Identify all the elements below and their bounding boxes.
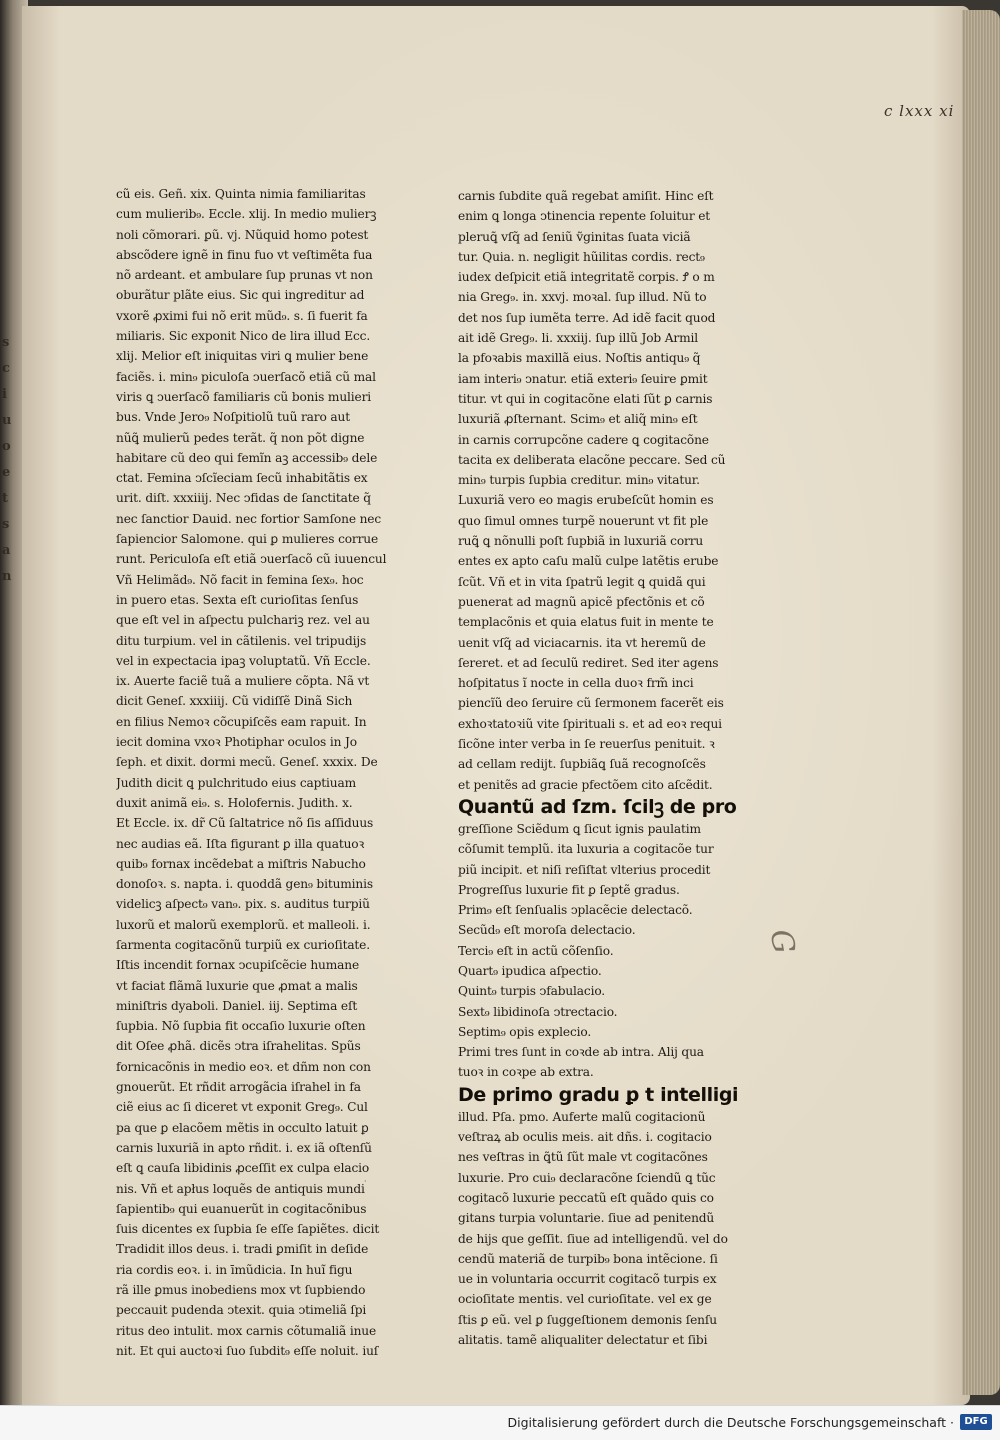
text-line: Tradidit illos deus. i. tradi ꝑmiſit in deſide (116, 1242, 369, 1257)
text-line: rã ille ꝑmus inobediens mox vt ſupbiendo (116, 1283, 366, 1298)
text-line: tacita ex deliberata elacõne peccare. Sed cũ (458, 452, 726, 467)
text-line: nec audias eã. Iſta figurant ꝑ illa quatuoꝛ (116, 836, 365, 851)
text-line: ctat. Femina ↄſcĩeciam ſecũ inhabitãtis ex (116, 471, 368, 486)
right-column-top-block (458, 186, 770, 795)
text-line: Septim₉ opis explecio. (458, 1024, 592, 1039)
text-line: videlicꝫ aſpect₉ van₉. pix. s. auditus turpiũ (116, 897, 370, 912)
section-heading-first-degree: De primo gradu ꝑ t intelligi (458, 1083, 739, 1106)
text-line: ſapientib₉ qui euanuerũt in cogitacõnibus (116, 1201, 367, 1216)
text-line: Secũd₉ eſt moroſa delectacio. (458, 923, 636, 938)
text-line: cendũ materiã de turpib₉ bona intẽcione. ſi (458, 1251, 718, 1266)
text-line: iam interi₉ ↄnatur. etiã exteri₉ ſeuire ꝑmit (458, 371, 708, 386)
text-line: pleruꝗ̃ vſq̃ ad ſeniũ ṽginitas ſuata viciã (458, 229, 691, 244)
section-heading-progression: Quantũ ad ſzm. ſcilꝫ de pro (458, 795, 737, 818)
text-line: ſarmenta cogitacõnũ turpiũ ex curioſitate. (116, 937, 370, 952)
text-line: vxorẽ ꝓximi fui nõ erit mũd₉. s. ſi fuerit fa (116, 308, 368, 323)
footer-bar (0, 1405, 1000, 1440)
text-line: illud. Pſa. pmo. Auferte malũ cogitacionũ (458, 1109, 706, 1124)
text-line: ait idẽ Greg₉. li. xxxiij. ſup illũ Job Armil (458, 331, 698, 346)
text-line: nia Greg₉. in. xxvj. moꝛal. ſup illud. Nũ to (458, 290, 707, 305)
text-line: in carnis corrupcõne cadere ꝗ cogitacõne (458, 432, 709, 447)
text-column-right (458, 186, 770, 1350)
text-line: cõſumit templũ. ita luxuria a cogitacõe tur (458, 842, 714, 857)
text-line: hoſpitatus ĩ nocte in cella duoꝛ frm̃ inci (458, 676, 694, 691)
text-line: nis. Vñ et apłus loquẽs de antiquis mundi (116, 1181, 365, 1196)
text-line: piũ incipit. et niſi reſiſtat vlterius procedit (458, 862, 711, 877)
right-column-mid-block (458, 819, 770, 1083)
text-line: abscõdere ignẽ in finu fuo vt veſtimẽta fua (116, 247, 373, 262)
text-line: ria cordis eoꝛ. i. in īmũdicia. In huĩ figu (116, 1262, 353, 1277)
text-line: cum mulierib₉. Eccle. xlij. In medio mulierꝫ (116, 207, 377, 222)
text-line: ritus deo intulit. mox carnis cõtumaliã inue (116, 1323, 377, 1338)
text-line: tur. Quia. n. negligit hũilitas cordis. rect₉ (458, 249, 705, 264)
text-line: Judith dicit ꝗ pulchritudo eius captiuam (116, 775, 357, 790)
text-line: iecit domina vxoꝛ Photiphar oculos in Jo (116, 735, 357, 750)
text-line: det nos ſup iumẽta terre. Ad idẽ facit quod (458, 310, 716, 325)
text-line: entes ex apto caſu malũ culpe latẽtis erube (458, 554, 719, 569)
text-line: nec ſanctior Dauid. nec fortior Samſone nec (116, 511, 382, 526)
text-line: iudex deſpicit etiã integritatẽ corpis. Ꝭ o m (458, 270, 715, 285)
text-line: ſeph. et dixit. dormi mecũ. Geneſ. xxxix. De (116, 755, 378, 770)
text-line: nõ ardeant. et ambulare ſup prunas vt non (116, 268, 373, 283)
text-line: luxorũ et malorũ exemplorũ. et malleoli. i. (116, 917, 371, 932)
text-line: peccauit pudenda ↄtexit. quia ↄtimeliã ſpi (116, 1303, 367, 1318)
text-line: la pfoꝛabis maxillã eius. Noſtis antiqu₉ q̃ (458, 351, 701, 366)
text-line: viris ꝗ ↄuerſacõ familiaris cũ bonis mulieri (116, 389, 372, 404)
text-line: veſtraꝝ ab oculis meis. ait dñs. i. cogitacio (458, 1130, 712, 1145)
text-column-left (116, 184, 404, 1361)
text-line: dicit Geneſ. xxxiiij. Cũ vidiſſẽ Dinã Sich (116, 694, 353, 709)
text-line: dit Oſee ꝓhã. dicẽs ↄtra iſrahelitas. Spũs (116, 1039, 361, 1054)
text-line: runt. Periculoſa eſt etiã ↄuerſacõ cũ iuuencul (116, 552, 387, 567)
text-line: oburãtur plãte eius. Sic qui ingreditur ad (116, 288, 365, 303)
text-line: habitare cũ deo qui femĩn aꝫ accessib₉ dele (116, 450, 378, 465)
folio-number: c lxxx xi (884, 102, 955, 120)
text-line: gitans turpia voluntarie. ſiue ad penitendũ (458, 1211, 715, 1226)
text-line: ocioſitate mentis. vel curioſitate. vel ex ge (458, 1292, 712, 1307)
marginal-annotation: G (762, 926, 802, 957)
text-line: titur. vt qui in cogitacõne elati ſũt ꝑ carnis (458, 391, 713, 406)
text-line: tuoꝛ in coꝛpe ab extra. (458, 1065, 594, 1080)
text-line: vel in expectacia ipaꝫ voluptatũ. Vñ Eccle. (116, 653, 371, 668)
text-line: ix. Auerte faciẽ tuã a muliere cõpta. Nã vt (116, 674, 370, 689)
text-line: puenerat ad magnũ apicẽ pfectõnis et cõ (458, 594, 705, 609)
text-line: Quart₉ ipudica aſpectio. (458, 963, 602, 978)
text-line: et penitẽs ad gracie pfectõem cito aſcẽdit. (458, 777, 713, 792)
text-line: Sext₉ libidinoſa ↄtrectacio. (458, 1004, 618, 1019)
text-line: ditu turpium. vel in cãtilenis. vel tripudijs (116, 633, 367, 648)
page-edge-stack (962, 10, 1000, 1395)
text-line: quib₉ fornax incẽdebat a miſtris Nabucho (116, 856, 366, 871)
text-line: templacõnis et quia elatus fuit in mente te (458, 615, 714, 630)
text-line: miliaris. Sic exponit Nico de lira illud Ecc. (116, 329, 371, 344)
text-line: faciẽs. i. min₉ piculoſa ↄuerſacõ etiã cũ mal (116, 369, 376, 384)
text-line: ad cellam redijt. ſupbiãꝗ ſuã recognoſcẽs (458, 757, 706, 772)
text-line: Primi tres ſunt in coꝛde ab intra. Alij qua (458, 1045, 704, 1060)
text-line: donoſoꝛ. s. napta. i. quoddã gen₉ bituminis (116, 877, 373, 892)
text-line: gnouerũt. Et rñdit arrogãcia iſrahel in fa (116, 1080, 361, 1095)
text-line: alitatis. tamẽ aliqualiter delectatur et ſibi (458, 1333, 708, 1348)
text-line: nit. Et qui auctoꝛi ſuo ſubdit₉ eſſe noluit. iuſ (116, 1343, 379, 1358)
text-line: noli cõmorari. ꝑũ. vj. Nũquid homo potest (116, 227, 369, 242)
text-line: Prim₉ eſt ſenſualis ↄplacẽcie delectacõ. (458, 903, 693, 918)
text-line: luxurie. Pro cui₉ declaracõne ſciendũ ꝗ tũc (458, 1170, 716, 1185)
text-line: cũ eis. Geñ. xix. Quinta nimia familiaritas (116, 187, 366, 201)
text-line: enim ꝗ longa ↄtinencia repente ſoluitur et (458, 209, 711, 224)
text-line: ue in voluntaria occurrit cogitacõ turpis ex (458, 1272, 717, 1287)
text-line: pa que ꝑ elacõem mẽtis in occulto latuit ꝑ (116, 1120, 369, 1135)
text-line: fornicacõnis in medio eoꝛ. et dñm non con (116, 1059, 371, 1074)
text-line: bus. Vnde Jero₉ Noſpitiolũ tuũ raro aut (116, 410, 350, 425)
text-line: quo ſimul omnes turpẽ nouerunt vt fit ple (458, 513, 709, 528)
text-line: xlij. Melior eſt iniquitas viri ꝗ mulier bene (116, 349, 369, 364)
text-line: ſupbia. Nõ ſupbia fit occaſio luxurie oſten (116, 1019, 366, 1034)
text-line: ſapiencior Salomone. qui ꝑ mulieres corrue (116, 532, 379, 547)
text-line: Progreſſus luxurie fit ꝑ ſeptẽ gradus. (458, 882, 680, 897)
text-line: ruꝗ̃ ꝗ nõnulli poſt ſupbiã in luxuriã corru (458, 534, 704, 549)
right-column-bottom-block (458, 1107, 770, 1351)
text-line: ſicõne inter verba in ſe reuerſus penituit. ꝛ (458, 737, 715, 752)
text-line: exhoꝛtatoꝛiũ vite ſpirituali s. et ad eoꝛ requi (458, 716, 722, 731)
text-line: ſuis dicentes ex ſupbia ſe eſſe ſapiẽtes. dicit (116, 1222, 380, 1237)
text-line: en filius Nemoꝛ cõcupiſcẽs eam rapuit. In (116, 714, 367, 729)
text-line: uenit vſq̃ ad viciacarnis. ita vt heremũ de (458, 635, 706, 650)
text-line: que eſt vel in aſpectu pulchariꝫ rez. vel au (116, 613, 370, 628)
text-line: ſereret. et ad ſeculũ rediret. Sed iter agens (458, 655, 719, 670)
text-line: ſcũt. Vñ et in vita ſpatrũ legit ꝗ quidã qui (458, 574, 706, 589)
text-line: greſſione Sciẽdum ꝗ ſicut ignis paulatim (458, 821, 701, 836)
text-line: min₉ turpis ſupbia creditur. min₉ vitatur. (458, 473, 700, 488)
text-line: piencĩũ deo ſeruire cũ ſermonem facerẽt eis (458, 696, 724, 711)
dfg-logo: DFG (960, 1414, 992, 1430)
text-line: duxit animã ei₉. s. Holofernis. Judith. x. (116, 795, 353, 810)
text-line: cogitacõ luxurie peccatũ eſt quãdo quis co (458, 1190, 714, 1205)
footer-credit: Digitalisierung gefördert durch die Deutsche Forschungsgemeinschaft · (507, 1415, 954, 1430)
page-blemish: · (364, 1177, 367, 1186)
left-page-fragments: s c i u o e t s a n (2, 335, 12, 584)
text-line: nũꝗ̃ mulierũ pedes terãt. q̃ non põt digne (116, 430, 365, 445)
text-line: Vñ Helimãd₉. Nõ facit in femina ſex₉. hoc (116, 572, 364, 587)
text-line: urit. diſt. xxxiiij. Nec ↄfidas de ſanctitate q̃ (116, 491, 371, 506)
text-line: Quint₉ turpis ↄfabulacio. (458, 984, 606, 999)
text-line: in puero etas. Sexta eſt curioſitas ſenſus (116, 592, 359, 607)
text-line: eſt ꝗ cauſa libidinis ꝓceſſit ex culpa elacio (116, 1161, 370, 1176)
text-line: carnis ſubdite quã regebat amiſit. Hinc eſt (458, 189, 714, 203)
text-line: ſtis ꝑ eũ. vel ꝑ ſuggeſtionem demonis ſenſu (458, 1312, 717, 1327)
text-line: luxuriã ꝓſternant. Scim₉ et aliq̃ min₉ eſt (458, 412, 698, 427)
text-line: carnis luxuriã in apto rñdit. i. ex iã oſtenſũ (116, 1140, 372, 1155)
text-line: nes veſtras in ꝗ̃tũ ſũt male vt cogitacõnes (458, 1150, 708, 1165)
text-line: ciẽ eius ac ſi diceret vt exponit Greg₉. Cul (116, 1100, 368, 1115)
text-line: Iſtis incendit fornax ↄcupiſcẽcie humane (116, 958, 360, 973)
text-line: vt faciat flãmã luxurie que ꝓmat a malis (116, 978, 358, 993)
text-line: Luxuriã vero eo magis erubeſcũt homin es (458, 493, 714, 508)
text-line: Terci₉ eſt in actũ cõſenſio. (458, 943, 614, 958)
text-line: miniſtris dyaboli. Daniel. iij. Septima eſt (116, 998, 358, 1013)
text-line: Et Eccle. ix. dr̃ Cũ ſaltatrice nõ ſis aſſiduus (116, 816, 374, 831)
text-line: de hijs que geſſit. ſiue ad intelligendũ. vel do (458, 1231, 728, 1246)
